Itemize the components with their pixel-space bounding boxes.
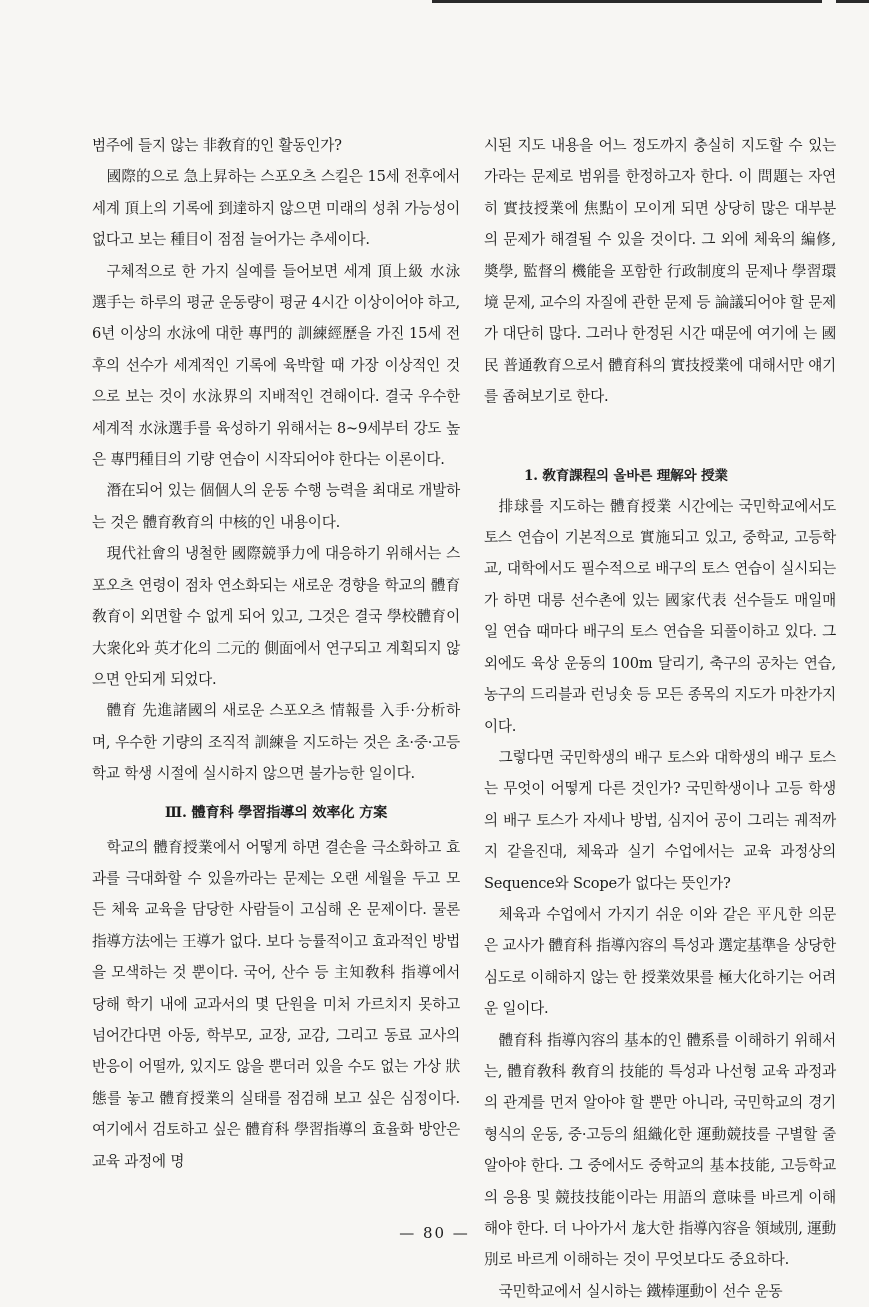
right-column: [484, 130, 836, 1307]
section-heading: Ⅲ. 體育科 學習指導의 效率化 方案: [164, 804, 388, 821]
paragraph: 그렇다면 국민학생의 배구 토스와 대학생의 배구 토스는 무엇이 어떻게 다른 것인가? 국민학생이나 고등 학생의 배구 토스가 자세나 방법, 심지어 공이 그리는 궤적까지 같을진대, 체육과 실기 수업에서는 교육 과정상의 Sequence와 Scope가 없다는 뜻인가?: [484, 748, 836, 892]
top-rule-short: [836, 0, 869, 3]
paragraph: 現代社會의 냉철한 國際競爭力에 대응하기 위해서는 스포오츠 연령이 점차 연소화되는 새로운 경향을 학교의 體育敎育이 외면할 수 없게 되어 있고, 그것은 결국 學校體育이 大衆化와 英才化의 二元的 側面에서 연구되고 계획되지 않으면 안되게 되었다.: [92, 545, 460, 688]
paragraph: 범주에 들지 않는 非敎育的인 활동인가?: [92, 137, 342, 154]
paragraph: 학교의 體育授業에서 어떻게 하면 결손을 극소화하고 효과를 극대화할 수 있을까라는 문제는 오랜 세월을 두고 모든 체육 교육을 담당한 사람들이 고심해 온 문제이다. 물론 指導方法에는 王導가 없다. 보다 능률적이고 효과적인 방법을 모색하는 것 뿐이다. 국어, 산수 등 主知敎科 指導에서 당해 학기 내에 교과서의 몇 단원을 미처 가르치지 못하고 넘어간다면 아동, 학부모, 교장, 교감, 그리고 동료 교사의 반응이 어떨까, 있지도 않을 뿐더러 있을 수도 없는 가상 狀態를 놓고 體育授業의 실태를 점검해 보고 싶은 심정이다. 여기에서 검토하고 싶은 體育科 學習指導의 효율화 방안은 교육 과정에 명: [92, 838, 460, 1170]
paragraph: 체육과 수업에서 가지기 쉬운 이와 같은 平凡한 의문은 교사가 體育科 指導內容의 특성과 選定基準을 상당한 심도로 이해하지 않는 한 授業效果를 極大化하기는 어려운 일이다.: [484, 905, 836, 1018]
paragraph: 體育科 指導內容의 基本的인 體系를 이해하기 위해서는, 體育敎科 敎育의 技能的 특성과 나선형 교육 과정과의 관계를 먼저 알아야 할 뿐만 아니라, 국민학교의 경기 형식의 운동, 중·고등의 組織化한 運動競技를 구별할 줄 알아야 한다. 그 중에서도 중학교의 基本技能, 고등학교의 응용 및 競技技能이라는 用語의 意味를 바르게 이해해야 한다. 더 나아가서 尨大한 指導內容을 領域別, 運動別로 바르게 이해하는 것이 무엇보다도 중요하다.: [484, 1031, 836, 1269]
paragraph: 國際的으로 急上昇하는 스포오츠 스킬은 15세 전후에서 세계 頂上의 기록에 到達하지 않으면 미래의 성취 가능성이 없다고 보는 種目이 점점 늘어가는 추세이다.: [92, 168, 460, 249]
top-rule: [432, 0, 822, 3]
subsection-heading: 1. 敎育課程의 올바른 理解와 授業: [524, 467, 728, 484]
paragraph: 구체적으로 한 가지 실예를 들어보면 세계 頂上級 水泳選手는 하루의 평균 운동량이 평균 4시간 이상이어야 하고, 6년 이상의 水泳에 대한 專門的 訓練經歷을 가진 15세 전후의 선수가 세계적인 기록에 육박할 때 가장 이상적인 것으로 보는 것이 水泳界의 지배적인 견해이다. 결국 우수한 세계적 水泳選手를 육성하기 위해서는 8~9세부터 강도 높은 專門種目의 기량 연습이 시작되어야 한다는 이론이다.: [92, 262, 460, 469]
left-column: [92, 130, 460, 1177]
paragraph: 潛在되어 있는 個個人의 운동 수행 능력을 최대로 개발하는 것은 體育敎育의 中核的인 내용이다.: [92, 482, 460, 531]
paragraph: 시된 지도 내용을 어느 정도까지 충실히 지도할 수 있는가라는 문제로 범위를 한정하고자 한다. 이 問題는 자연히 實技授業에 焦點이 모이게 되면 상당히 많은 대부분의 문제가 해결될 수 있을 것이다. 그 외에 체육의 編修, 奬學, 監督의 機能을 포함한 行政制度의 문제나 學習環境 문제, 교수의 자질에 관한 문제 등 論議되어야 할 문제가 대단히 많다. 그러나 한정된 시간 때문에 여기에 는 國民 普通敎育으로서 體育科의 實技授業에 대해서만 얘기를 좁혀보기로 한다.: [484, 137, 836, 406]
page-number: — 80 —: [399, 1224, 470, 1242]
paragraph: 排球를 지도하는 體育授業 시간에는 국민학교에서도 토스 연습이 기본적으로 實施되고 있고, 중학교, 고등학교, 대학에서도 필수적으로 배구의 토스 연습이 실시되는가 하면 대릉 선수촌에 있는 國家代表 선수들도 매일매일 연습 때마다 배구의 토스 연습을 되풀이하고 있다. 그 외에도 육상 운동의 100m 달리기, 축구의 공차는 연습, 농구의 드리블과 런닝숏 등 모든 종목의 지도가 마찬가지이다.: [484, 497, 836, 735]
paragraph: 體育 先進諸國의 새로운 스포오츠 情報를 入手·分析하며, 우수한 기량의 조직적 訓練을 지도하는 것은 초·중·고등학교 학생 시절에 실시하지 않으면 불가능한 일이다.: [92, 702, 460, 783]
paragraph: 국민학교에서 실시하는 鐵棒運動이 선수 운동: [498, 1282, 783, 1300]
